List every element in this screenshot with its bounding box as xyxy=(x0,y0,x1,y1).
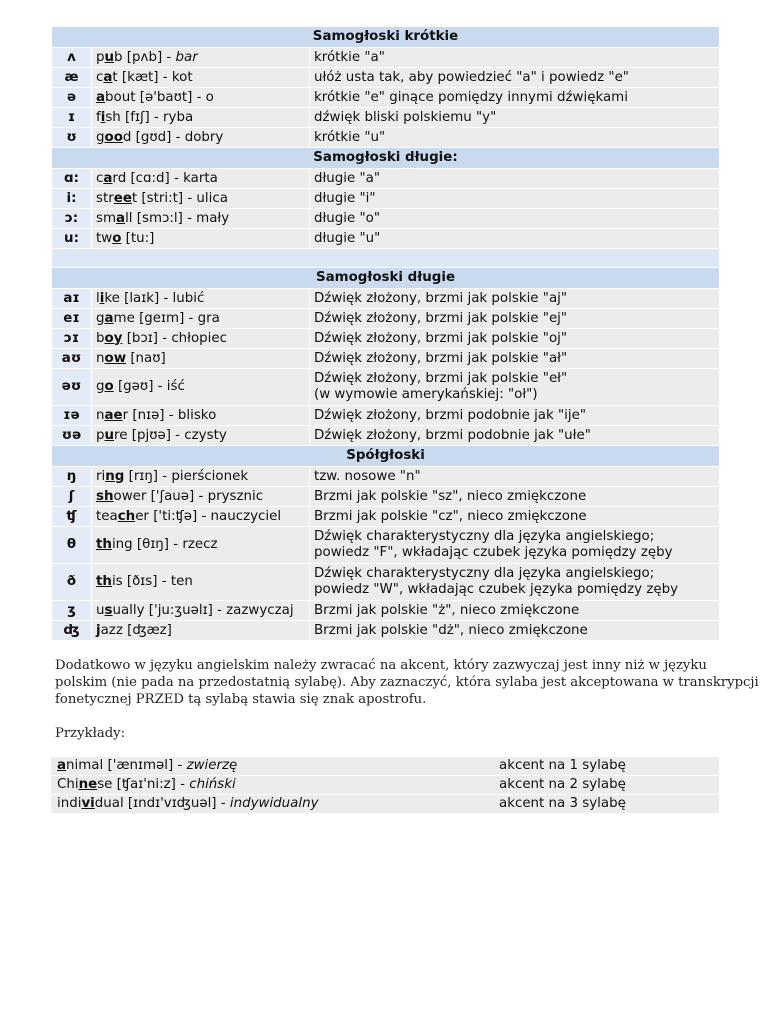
word-segment: Chi xyxy=(57,777,79,792)
example-word xyxy=(92,128,310,148)
word-segment: nimal ['ænɪməl] - xyxy=(66,758,187,773)
pronunciation-description: Dźwięk złożony, brzmi podobnie jak "ije" xyxy=(310,406,720,426)
word-segment: c xyxy=(96,170,104,186)
example-word xyxy=(92,48,310,68)
word-segment: tw xyxy=(96,230,113,246)
description-line: Dźwięk złożony, brzmi jak polskie "eł" xyxy=(314,370,568,386)
example-word xyxy=(92,426,310,446)
word-segment: n xyxy=(96,350,105,366)
pronunciation-description xyxy=(310,527,720,564)
pronunciation-description: Brzmi jak polskie "ż", nieco zmiękczone xyxy=(310,601,720,621)
ipa-symbol: ɪə xyxy=(52,406,92,426)
word-segment: i xyxy=(100,109,106,125)
example-word xyxy=(92,189,310,209)
pronunciation-description: Dźwięk złożony, brzmi jak polskie "ej" xyxy=(310,309,720,329)
phoneme-row xyxy=(52,309,720,329)
section-header: Samogłoski długie xyxy=(52,268,720,289)
example-word xyxy=(51,757,493,776)
word-segment: re [pjʊə] - czysty xyxy=(114,427,227,443)
word-segment: [gəʊ] - iść xyxy=(113,379,185,394)
word-segment: o xyxy=(104,379,114,394)
word-segment: a xyxy=(116,210,126,226)
example-word xyxy=(51,795,493,814)
word-segment: a xyxy=(104,310,114,326)
phoneme-row xyxy=(52,229,720,249)
phoneme-row xyxy=(52,289,720,309)
word-segment: tea xyxy=(96,508,118,524)
phoneme-row xyxy=(52,601,720,621)
example-word xyxy=(92,169,310,189)
word-segment: is [ðɪs] - ten xyxy=(111,574,193,589)
example-word xyxy=(92,467,310,487)
word-segment: s xyxy=(104,602,113,618)
example-word xyxy=(92,289,310,309)
example-row xyxy=(51,757,719,776)
example-word xyxy=(92,329,310,349)
accent-paragraph xyxy=(55,657,759,708)
phoneme-row xyxy=(52,406,720,426)
example-word xyxy=(92,68,310,88)
section-header: Spółgłoski xyxy=(52,446,720,467)
example-word xyxy=(92,527,310,564)
ipa-symbol: ɑ: xyxy=(52,169,92,189)
phoneme-row xyxy=(52,189,720,209)
examples-table xyxy=(51,757,719,814)
word-segment: ing [θɪŋ] - rzecz xyxy=(111,537,218,552)
word-segment: o xyxy=(112,230,122,246)
spacer-cell xyxy=(52,249,720,268)
description-line: (w wymowie amerykańskiej: "oł") xyxy=(314,387,538,402)
word-segment: oy xyxy=(104,330,123,346)
example-word xyxy=(92,621,310,641)
example-word xyxy=(51,776,493,795)
word-segment: a xyxy=(57,758,67,773)
pronunciation-description: Dźwięk złożony, brzmi jak polskie "aj" xyxy=(310,289,720,309)
phoneme-row xyxy=(52,209,720,229)
word-segment: u xyxy=(104,49,115,65)
word-segment: th xyxy=(96,574,112,589)
word-segment: ae xyxy=(104,407,123,423)
word-segment: p xyxy=(96,427,105,443)
ipa-symbol: ʤ xyxy=(52,621,92,641)
word-segment: th xyxy=(96,537,112,552)
word-segment: zwierzę xyxy=(186,758,238,773)
ipa-symbol: eɪ xyxy=(52,309,92,329)
stress-note: akcent na 3 sylabę xyxy=(493,795,719,814)
example-word xyxy=(92,487,310,507)
pronunciation-description xyxy=(310,564,720,601)
word-segment: sh xyxy=(96,488,114,504)
word-segment: ee xyxy=(113,190,132,206)
word-segment: ow xyxy=(104,350,127,366)
word-segment: a xyxy=(103,69,113,85)
section-header: Samogłoski krótkie xyxy=(52,27,720,48)
word-segment: i xyxy=(99,290,105,306)
word-segment: sm xyxy=(96,210,117,226)
pronunciation-description xyxy=(310,369,720,406)
phoneme-row xyxy=(52,108,720,128)
word-segment: ower ['ʃauə] - prysznic xyxy=(113,488,264,504)
section-header-row xyxy=(52,268,720,289)
pronunciation-description: Brzmi jak polskie "cz", nieco zmiękczone xyxy=(310,507,720,527)
phoneme-row xyxy=(52,487,720,507)
paragraph-line: Dodatkowo w języku angielskim należy zwracać na akcent, który zazwyczaj jest inny niż w języku xyxy=(55,658,707,673)
ipa-symbol: aʊ xyxy=(52,349,92,369)
word-segment: g xyxy=(96,379,105,394)
example-word xyxy=(92,229,310,249)
word-segment: r [nɪə] - blisko xyxy=(122,407,217,423)
ipa-symbol: ʊə xyxy=(52,426,92,446)
word-segment: [naʊ] xyxy=(126,350,166,366)
ipa-symbol: ʌ xyxy=(52,48,92,68)
stress-note: akcent na 2 sylabę xyxy=(493,776,719,795)
ipa-symbol: ʊ xyxy=(52,128,92,148)
example-word xyxy=(92,564,310,601)
word-segment: ne xyxy=(78,777,98,792)
word-segment: ually ['ju:ʒuəlɪ] - zazwyczaj xyxy=(112,602,294,618)
phoneme-row xyxy=(52,48,720,68)
pronunciation-description: długie "u" xyxy=(310,229,720,249)
section-header: Samogłoski długie: xyxy=(52,148,720,169)
word-segment: se [ʧaɪ'ni:z] - xyxy=(97,777,190,792)
section-header-row xyxy=(52,27,720,48)
example-word xyxy=(92,406,310,426)
word-segment: str xyxy=(96,190,114,206)
word-segment: l xyxy=(96,290,100,306)
ipa-symbol: aɪ xyxy=(52,289,92,309)
ipa-symbol: əʊ xyxy=(52,369,92,406)
pronunciation-description: Dźwięk złożony, brzmi jak polskie "oj" xyxy=(310,329,720,349)
word-segment: dual [ɪndɪ'vɪʤuəl] - xyxy=(94,796,230,811)
word-segment: indywidualny xyxy=(229,796,319,811)
phoneme-row xyxy=(52,621,720,641)
example-word xyxy=(92,349,310,369)
pronunciation-description: krótkie "a" xyxy=(310,48,720,68)
phoneme-row xyxy=(52,349,720,369)
word-segment: t [stri:t] - ulica xyxy=(131,190,228,206)
pronunciation-description: długie "i" xyxy=(310,189,720,209)
pronunciation-description: Dźwięk złożony, brzmi jak polskie "ał" xyxy=(310,349,720,369)
ipa-symbol: ʒ xyxy=(52,601,92,621)
ipa-symbol: i: xyxy=(52,189,92,209)
word-segment: [bɔɪ] - chłopiec xyxy=(122,330,227,346)
ipa-symbol: u: xyxy=(52,229,92,249)
ipa-symbol: ʧ xyxy=(52,507,92,527)
example-word xyxy=(92,209,310,229)
word-segment: bout [ə'baʊt] - o xyxy=(105,89,214,105)
phoneme-row xyxy=(52,527,720,564)
section-spacer xyxy=(52,249,720,268)
word-segment: t [kæt] - kot xyxy=(112,69,193,85)
word-segment: ch xyxy=(117,508,136,524)
example-word xyxy=(92,601,310,621)
ipa-symbol: ʃ xyxy=(52,487,92,507)
examples-label: Przykłady: xyxy=(55,726,126,741)
pronunciation-description: Dźwięk złożony, brzmi podobnie jak "ułe" xyxy=(310,426,720,446)
paragraph-line: fonetycznej PRZED tą sylabą stawia się znak apostrofu. xyxy=(55,692,427,707)
word-segment: g xyxy=(96,129,105,145)
example-word xyxy=(92,108,310,128)
phoneme-row xyxy=(52,426,720,446)
word-segment: er ['ti:ʧə] - nauczyciel xyxy=(135,508,282,524)
word-segment: a xyxy=(103,170,113,186)
word-segment: ke [laɪk] - lubić xyxy=(104,290,205,306)
ipa-symbol: ɪ xyxy=(52,108,92,128)
word-segment: azz [ʤæz] xyxy=(100,622,172,638)
ipa-symbol: æ xyxy=(52,68,92,88)
word-segment: sh [fɪʃ] - ryba xyxy=(105,109,194,125)
description-line: Dźwięk charakterystyczny dla języka angielskiego; xyxy=(314,565,655,581)
word-segment: indi xyxy=(57,796,82,811)
word-segment: p xyxy=(96,49,105,65)
ipa-symbol: ŋ xyxy=(52,467,92,487)
description-line: powiedz "W", wkładając czubek języka pomiędzy zęby xyxy=(314,582,679,597)
word-segment: f xyxy=(96,109,101,125)
pronunciation-description: dźwięk bliski polskiemu "y" xyxy=(310,108,720,128)
phoneme-row xyxy=(52,329,720,349)
example-row xyxy=(51,795,719,814)
word-segment: n xyxy=(96,407,105,423)
phonetics-table xyxy=(51,26,720,641)
ipa-symbol: θ xyxy=(52,527,92,564)
example-word xyxy=(92,309,310,329)
description-line: Dźwięk charakterystyczny dla języka angielskiego; xyxy=(314,528,655,544)
word-segment: c xyxy=(96,69,104,85)
word-segment: ng xyxy=(105,468,125,484)
phoneme-row xyxy=(52,169,720,189)
pronunciation-description: tzw. nosowe "n" xyxy=(310,467,720,487)
word-segment: rd [cɑ:d] - karta xyxy=(112,170,218,186)
phoneme-row xyxy=(52,564,720,601)
pronunciation-description: ułóż usta tak, aby powiedzieć "a" i powiedz "e" xyxy=(310,68,720,88)
paragraph-line: polskim (nie pada na przedostatnią sylabę). Aby zaznaczyć, która sylaba jest akceptowana w transkrypcji xyxy=(55,675,759,690)
word-segment: bar xyxy=(175,49,198,65)
ipa-symbol: ɔ: xyxy=(52,209,92,229)
word-segment: g xyxy=(96,310,105,326)
word-segment: a xyxy=(96,89,106,105)
ipa-symbol: ə xyxy=(52,88,92,108)
word-segment: ll [smɔ:l] - mały xyxy=(125,210,230,226)
word-segment: ri xyxy=(96,468,106,484)
phoneme-row xyxy=(52,68,720,88)
section-header-row xyxy=(52,148,720,169)
example-row xyxy=(51,776,719,795)
description-line: powiedz "F", wkładając czubek języka pomiędzy zęby xyxy=(314,545,673,560)
phoneme-row xyxy=(52,88,720,108)
pronunciation-description: krótkie "u" xyxy=(310,128,720,148)
word-segment: [tu:] xyxy=(121,230,155,246)
pronunciation-description: krótkie "e" ginące pomiędzy innymi dźwiękami xyxy=(310,88,720,108)
stress-note: akcent na 1 sylabę xyxy=(493,757,719,776)
phoneme-row xyxy=(52,467,720,487)
example-word xyxy=(92,88,310,108)
pronunciation-description: długie "o" xyxy=(310,209,720,229)
phoneme-row xyxy=(52,369,720,406)
word-segment: b [pʌb] - xyxy=(114,49,176,65)
example-word xyxy=(92,369,310,406)
word-segment: d [gʊd] - dobry xyxy=(122,129,224,145)
word-segment: b xyxy=(96,330,105,346)
word-segment: vi xyxy=(81,796,95,811)
word-segment: chiński xyxy=(189,777,236,792)
phoneme-row xyxy=(52,128,720,148)
word-segment: [rɪŋ] - pierścionek xyxy=(124,468,249,484)
phoneme-row xyxy=(52,507,720,527)
word-segment: u xyxy=(96,602,105,618)
pronunciation-description: Brzmi jak polskie "dż", nieco zmiękczone xyxy=(310,621,720,641)
word-segment: oo xyxy=(104,129,123,145)
section-header-row xyxy=(52,446,720,467)
pronunciation-description: Brzmi jak polskie "sz", nieco zmiękczone xyxy=(310,487,720,507)
ipa-symbol: ð xyxy=(52,564,92,601)
pronunciation-description: długie "a" xyxy=(310,169,720,189)
example-word xyxy=(92,507,310,527)
word-segment: j xyxy=(96,622,101,638)
word-segment: u xyxy=(104,427,115,443)
ipa-symbol: ɔɪ xyxy=(52,329,92,349)
word-segment: me [geɪm] - gra xyxy=(113,310,220,326)
